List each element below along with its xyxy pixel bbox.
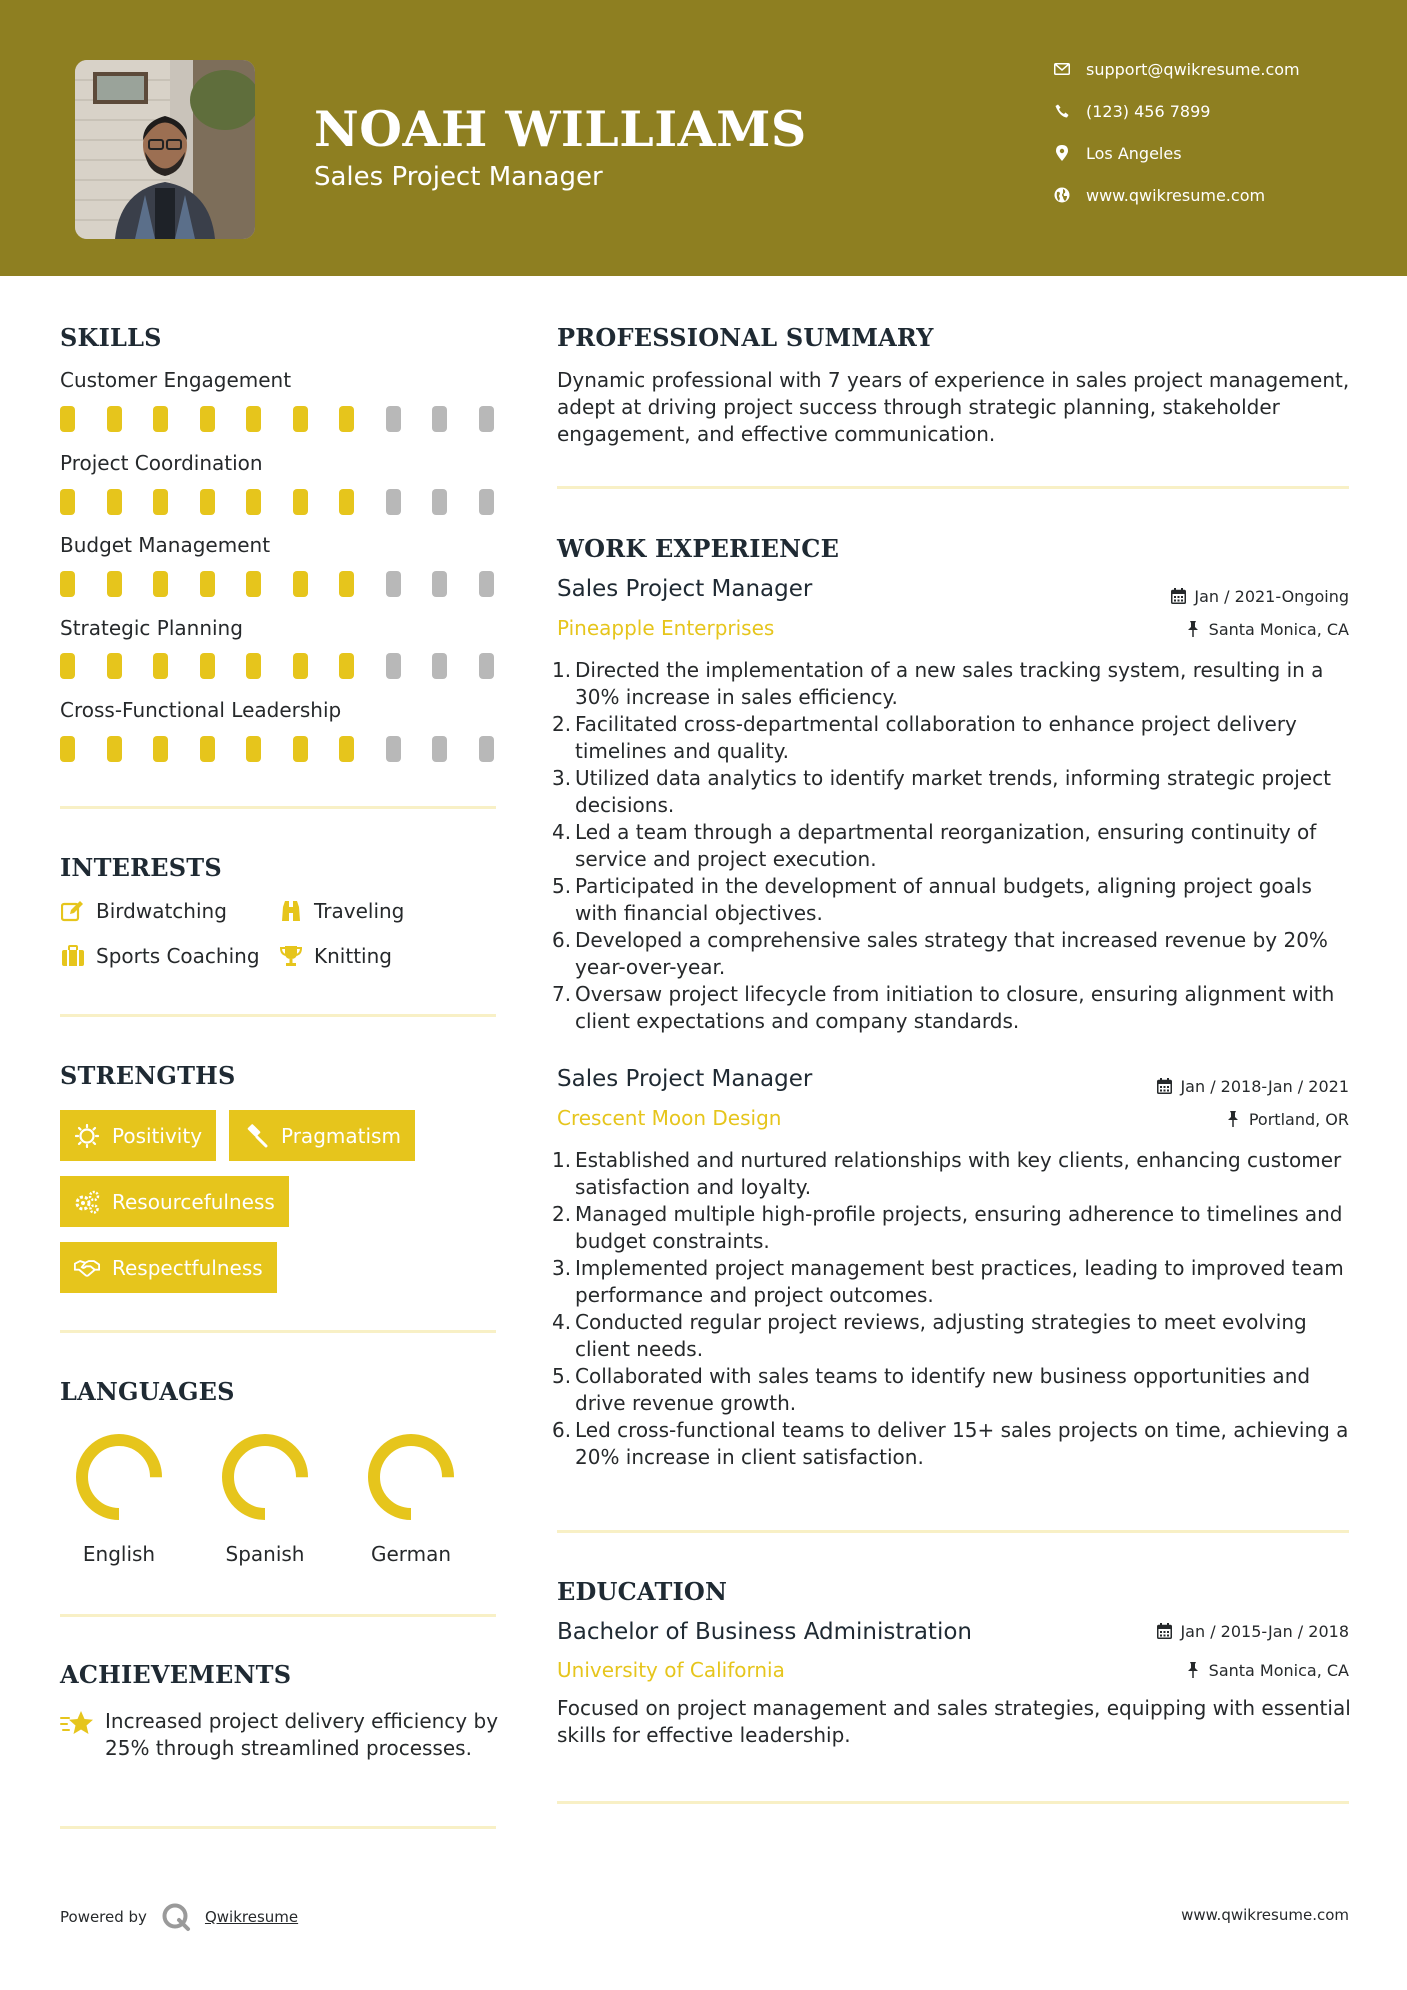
trophy-icon: [278, 943, 304, 969]
qwikresume-link[interactable]: Qwikresume: [204, 1908, 299, 1926]
skill-segment-filled: [339, 653, 354, 679]
skill-segment-filled: [60, 653, 75, 679]
job-bullet: 4. Conducted regular project reviews, adjusting strategies to meet evolving client needs.: [552, 1310, 1307, 1361]
skill-segment-empty: [432, 571, 447, 597]
job-bullet: 5. Participated in the development of annual budgets, aligning project goals with financial objectives.: [552, 874, 1312, 925]
summary-text: Dynamic professional with 7 years of experience in sales project management, adept at driving project success through strategic planning, stakeholder engagement, and effective communication.: [557, 368, 1350, 446]
skill-segment-filled: [200, 653, 215, 679]
skill-segment-empty: [386, 489, 401, 515]
calendar-icon: [1170, 587, 1186, 605]
skill-segment-empty: [432, 406, 447, 432]
skill-segment-filled: [200, 736, 215, 762]
skill-segment-filled: [107, 489, 122, 515]
footer-url[interactable]: www.qwikresume.com: [1181, 1906, 1349, 1924]
contact-location: [1050, 138, 1390, 168]
job-bullet: 1. Directed the implementation of a new sales tracking system, resulting in a 30% increase in sales efficiency.: [552, 658, 1324, 709]
skill-segment-filled: [339, 736, 354, 762]
skill-segment-empty: [386, 406, 401, 432]
skills-heading: SKILLS: [60, 323, 162, 352]
skill-segment-filled: [293, 653, 308, 679]
interest-item: [60, 941, 260, 971]
strengths-heading: STRENGTHS: [60, 1061, 236, 1090]
skill-segment-filled: [200, 489, 215, 515]
skill-segment-filled: [153, 406, 168, 432]
language-name: English: [82, 1542, 156, 1566]
section-divider: [60, 1014, 496, 1017]
job-bullet: 3. Utilized data analytics to identify market trends, informing strategic project decisions.: [552, 766, 1331, 817]
skill-segment-empty: [479, 571, 494, 597]
envelope-icon: [1050, 57, 1074, 81]
skill-segment-filled: [246, 489, 261, 515]
sun-icon: [74, 1123, 100, 1149]
skill-segment-filled: [107, 406, 122, 432]
skill-segment-filled: [246, 736, 261, 762]
language-proficiency-arc: [374, 1440, 448, 1514]
strength-label: Respectfulness: [112, 1255, 263, 1280]
job-bullet: 6. Developed a comprehensive sales strategy that increased revenue by 20% year-over-year.: [552, 928, 1328, 979]
section-divider: [557, 486, 1349, 489]
skill-segment-filled: [200, 571, 215, 597]
job-bullet: 2. Managed multiple high-profile projects, ensuring adherence to timelines and budget constraints.: [552, 1202, 1343, 1253]
skill-segment-filled: [293, 571, 308, 597]
interest-item: [278, 896, 404, 926]
skill-segment-filled: [293, 406, 308, 432]
experience-heading: WORK EXPERIENCE: [557, 534, 840, 563]
skill-segment-empty: [479, 736, 494, 762]
candidate-name: NOAH WILLIAMS: [314, 100, 807, 158]
interest-item: [278, 941, 392, 971]
skill-segment-filled: [153, 489, 168, 515]
job-location-text: Portland, OR: [1248, 1109, 1349, 1129]
strength-badge: [229, 1110, 415, 1161]
contact-phone[interactable]: [1050, 96, 1390, 126]
skill-segment-empty: [479, 489, 494, 515]
education-degree: Bachelor of Business Administration: [557, 1619, 972, 1645]
skill-name: Budget Management: [60, 533, 271, 557]
phone-icon: [1050, 99, 1074, 123]
calendar-icon: [1156, 1077, 1172, 1095]
gavel-icon: [243, 1123, 269, 1149]
education-description: Focused on project management and sales strategies, equipping with essential skills for effective leadership.: [557, 1696, 1351, 1747]
skill-segment-filled: [153, 653, 168, 679]
skill-segment-empty: [386, 653, 401, 679]
contact-website[interactable]: [1050, 180, 1390, 210]
candidate-title: Sales Project Manager: [314, 162, 603, 192]
job-role: Sales Project Manager: [557, 576, 813, 602]
language-item: [351, 1430, 471, 1570]
job-bullet-list: [552, 657, 1352, 1035]
skill-segment-filled: [246, 571, 261, 597]
contact-phone-text: (123) 456 7899: [1086, 101, 1211, 121]
skill-name: Cross-Functional Leadership: [60, 698, 342, 722]
job-bullet: 5. Collaborated with sales teams to identify new business opportunities and drive revenue growth.: [552, 1364, 1311, 1415]
achievements-heading: ACHIEVEMENTS: [60, 1660, 292, 1689]
job-bullet: 2. Facilitated cross-departmental collaboration to enhance project delivery timelines and quality.: [552, 712, 1297, 763]
section-divider: [60, 1614, 496, 1617]
skill-segment-filled: [60, 406, 75, 432]
skill-segment-empty: [386, 571, 401, 597]
skill-segment-empty: [479, 406, 494, 432]
job-bullet: 3. Implemented project management best practices, leading to improved team performance and project outcomes.: [552, 1256, 1344, 1307]
skill-rating-bar: [60, 489, 500, 515]
job-location: [1185, 617, 1349, 641]
calendar-icon: [1156, 1622, 1172, 1640]
strength-badge: [60, 1110, 216, 1161]
skill-segment-filled: [200, 406, 215, 432]
interest-label: Sports Coaching: [96, 944, 260, 968]
education-heading: EDUCATION: [557, 1577, 728, 1606]
education-location: [1185, 1658, 1349, 1682]
skill-name: Strategic Planning: [60, 616, 243, 640]
skill-segment-filled: [246, 653, 261, 679]
education-school: University of California: [557, 1658, 785, 1682]
skill-segment-empty: [386, 736, 401, 762]
language-item: [205, 1430, 325, 1570]
job-bullet: 1. Established and nurtured relationships with key clients, enhancing customer satisfaction and loyalty.: [552, 1148, 1342, 1199]
language-proficiency-arc: [82, 1440, 156, 1514]
skill-name: Customer Engagement: [60, 368, 292, 392]
skill-rating-bar: [60, 571, 500, 597]
job-role: Sales Project Manager: [557, 1066, 813, 1092]
job-dates: [1156, 1074, 1349, 1098]
contact-email-text: support@qwikresume.com: [1086, 59, 1300, 79]
language-proficiency-ring: [364, 1430, 458, 1524]
skill-segment-empty: [479, 653, 494, 679]
job-bullet-list: [552, 1147, 1352, 1471]
interest-label: Traveling: [314, 899, 405, 923]
skill-segment-filled: [60, 571, 75, 597]
pushpin-icon: [1225, 1110, 1241, 1128]
strength-label: Positivity: [112, 1123, 203, 1148]
powered-by-text: Powered by: [60, 1908, 147, 1926]
pushpin-icon: [1185, 1661, 1201, 1679]
section-divider: [557, 1801, 1349, 1804]
skill-name: Project Coordination: [60, 451, 263, 475]
gears-icon: [74, 1189, 100, 1215]
skill-segment-filled: [246, 406, 261, 432]
strength-label: Resourcefulness: [112, 1189, 275, 1214]
pushpin-icon: [1185, 620, 1201, 638]
edit-icon: [60, 898, 86, 924]
job-dates: [1170, 584, 1349, 608]
skill-segment-filled: [339, 489, 354, 515]
language-proficiency-ring: [218, 1430, 312, 1524]
handshake-icon: [74, 1255, 100, 1281]
skill-segment-filled: [293, 489, 308, 515]
skill-rating-bar: [60, 653, 500, 679]
job-bullet: 4. Led a team through a departmental reorganization, ensuring continuity of service and project execution.: [552, 820, 1317, 871]
job-dates-text: Jan / 2021-Ongoing: [1194, 586, 1349, 606]
interest-item: [60, 896, 227, 926]
skill-segment-filled: [107, 653, 122, 679]
job-location-text: Santa Monica, CA: [1208, 619, 1349, 639]
header-banner: [0, 0, 1407, 276]
briefcase-icon: [60, 943, 86, 969]
interest-label: Knitting: [314, 944, 392, 968]
education-dates-text: Jan / 2015-Jan / 2018: [1180, 1621, 1349, 1641]
language-name: Spanish: [225, 1542, 305, 1566]
binoculars-icon: [278, 898, 304, 924]
skill-segment-filled: [60, 736, 75, 762]
job-company: Crescent Moon Design: [557, 1106, 782, 1130]
strength-badge: [60, 1242, 277, 1293]
skill-segment-filled: [153, 736, 168, 762]
languages-heading: LANGUAGES: [60, 1377, 235, 1406]
skill-segment-filled: [339, 571, 354, 597]
education-dates: [1156, 1619, 1349, 1643]
language-proficiency-arc: [228, 1440, 302, 1514]
skill-segment-filled: [107, 736, 122, 762]
education-location-text: Santa Monica, CA: [1208, 1660, 1349, 1680]
language-item: [59, 1430, 179, 1570]
strength-label: Pragmatism: [281, 1123, 401, 1148]
location-pin-icon: [1050, 141, 1074, 165]
contact-location-text: Los Angeles: [1086, 143, 1182, 163]
job-bullet: 6. Led cross-functional teams to deliver 15+ sales projects on time, achieving a 20% increase in client satisfaction.: [552, 1418, 1349, 1469]
skill-segment-filled: [60, 489, 75, 515]
skill-rating-bar: [60, 736, 500, 762]
skill-segment-filled: [293, 736, 308, 762]
job-bullet: 7. Oversaw project lifecycle from initiation to closure, ensuring alignment with client expectations and company standards.: [552, 982, 1335, 1033]
skill-rating-bar: [60, 406, 500, 432]
contact-website-text: www.qwikresume.com: [1086, 185, 1266, 205]
section-divider: [60, 1330, 496, 1333]
job-dates-text: Jan / 2018-Jan / 2021: [1180, 1076, 1349, 1096]
contact-email[interactable]: [1050, 54, 1390, 84]
skill-segment-empty: [432, 736, 447, 762]
skill-segment-empty: [432, 489, 447, 515]
section-divider: [60, 1826, 496, 1829]
star-icon: [60, 1710, 94, 1738]
job-location: [1225, 1107, 1349, 1131]
powered-by: [60, 1900, 298, 1934]
language-name: German: [370, 1542, 452, 1566]
language-proficiency-ring: [72, 1430, 166, 1524]
profile-photo: [75, 60, 255, 239]
skill-segment-filled: [339, 406, 354, 432]
qwikresume-logo-icon: [161, 1902, 191, 1932]
summary-heading: PROFESSIONAL SUMMARY: [557, 323, 934, 352]
achievement-text: Increased project delivery efficiency by 25% through streamlined processes.: [105, 1709, 499, 1760]
strength-badge: [60, 1176, 289, 1227]
job-company: Pineapple Enterprises: [557, 616, 775, 640]
interest-label: Birdwatching: [96, 899, 227, 923]
section-divider: [60, 806, 496, 809]
skill-segment-empty: [432, 653, 447, 679]
skill-segment-filled: [153, 571, 168, 597]
interests-heading: INTERESTS: [60, 853, 222, 882]
globe-icon: [1050, 183, 1074, 207]
section-divider: [557, 1530, 1349, 1533]
skill-segment-filled: [107, 571, 122, 597]
